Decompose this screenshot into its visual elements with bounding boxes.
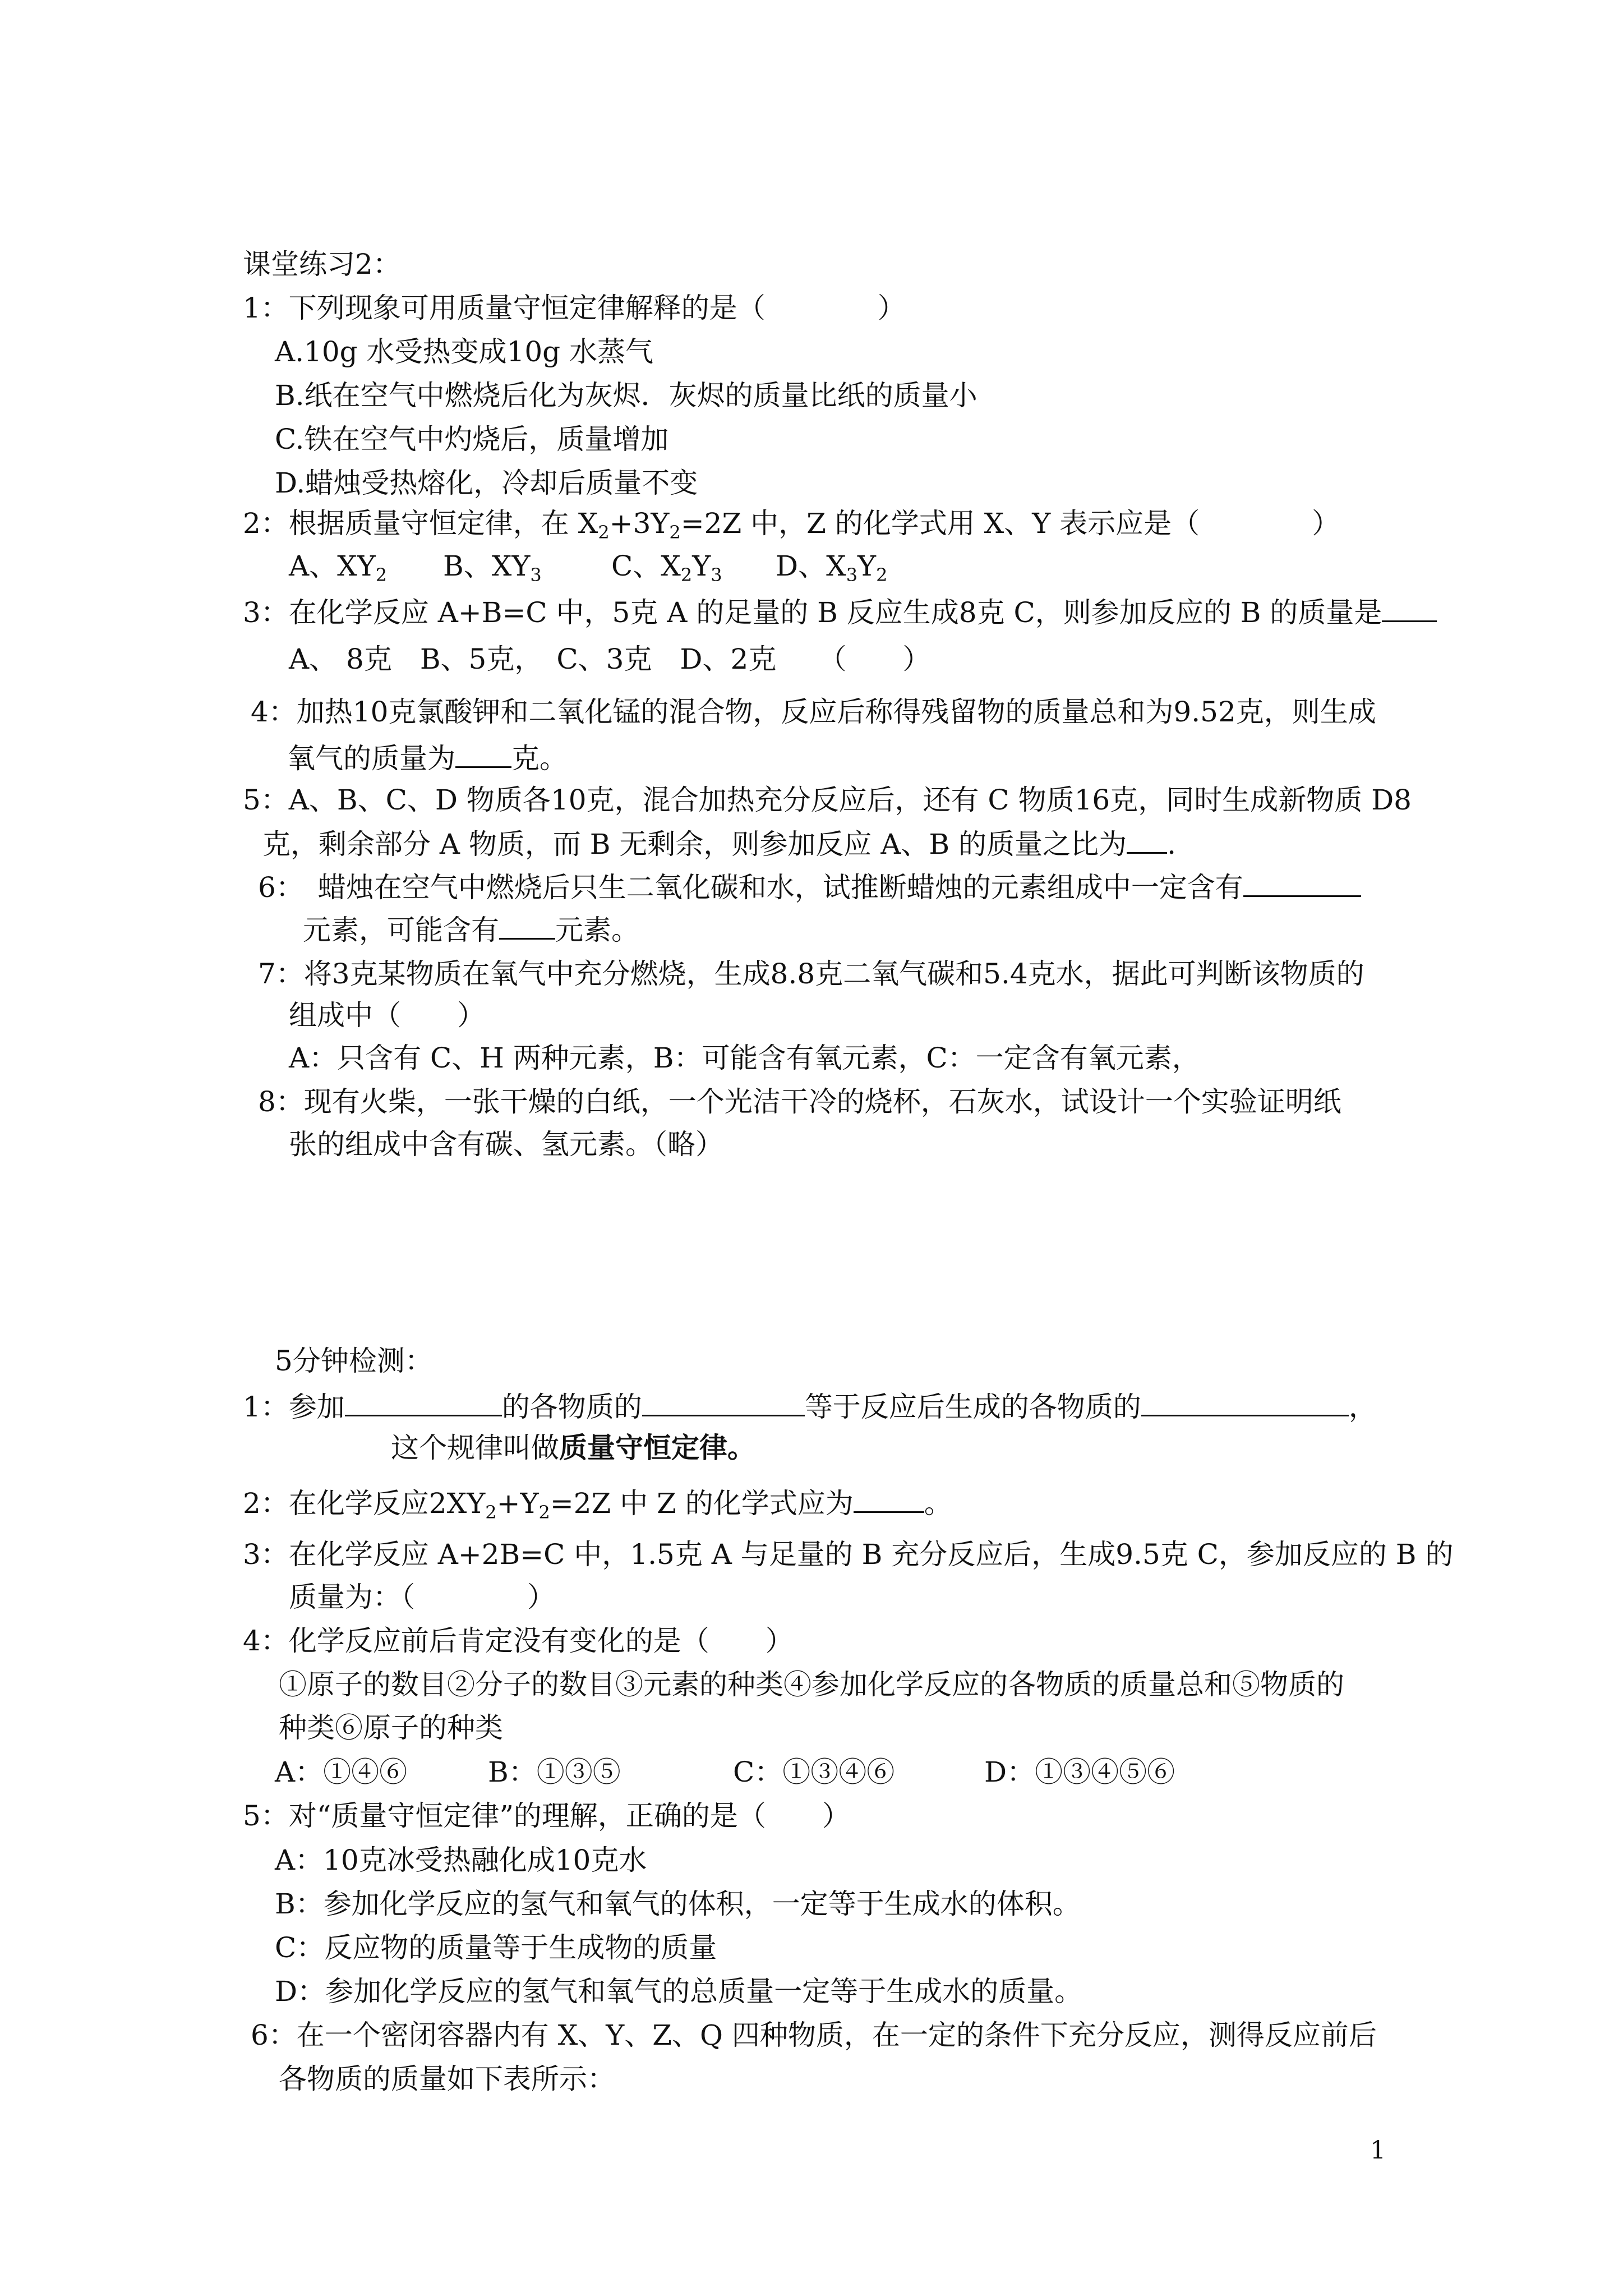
q2-stem-rest: =2Z 中，Z 的化学式用 X、Y 表示应是（ ） [680, 507, 1340, 540]
q6-line1 [258, 866, 1361, 906]
q4-line1: 4：加热10克氯酸钾和二氧化锰的混合物，反应后称得残留物的质量总和为9.52克，则生成 [251, 696, 1376, 728]
s2-q4-line2: ①原子的数目②分子的数目③元素的种类④参加化学反应的各物质的质量总和⑤物质的 [279, 1668, 1344, 1701]
q1-option-d: D.蜡烛受热熔化，冷却后质量不变 [275, 467, 698, 499]
s2-q5-option-c: C：反应物的质量等于生成物的质量 [275, 1931, 717, 1964]
q2-stem-mid: +3Y [609, 507, 670, 540]
subscript: 3 [846, 564, 858, 586]
q1-option-b: B.纸在空气中燃烧后化为灰烬．灰烬的质量比纸的质量小 [275, 379, 978, 412]
s2-q1-part2: 的各物质的 [501, 1391, 642, 1423]
q8-line2: 张的组成中含有碳、氢元素。（略） [289, 1128, 723, 1161]
q6-line1-text: 6： 蜡烛在空气中燃烧后只生二氧化碳和水，试推断蜡烛的元素组成中一定含有 [258, 871, 1243, 904]
s2-q1-part1: 1：参加 [243, 1391, 345, 1423]
q2-option-c: C、X [611, 550, 681, 582]
s2-q2-end: 。 [924, 1487, 952, 1520]
subscript: 2 [876, 564, 888, 586]
s2-q6-line1: 6：在一个密闭容器内有 X、Y、Z、Q 四种物质，在一定的条件下充分反应，测得反应前后 [251, 2019, 1377, 2051]
subscript: 2 [538, 1502, 550, 1523]
s2-q2-pre: 2：在化学反应2XY [243, 1487, 486, 1520]
answer-blank [1141, 1386, 1349, 1416]
s2-q4-option-b: B：①③⑤ [488, 1756, 621, 1788]
s2-q5-option-b: B：参加化学反应的氢气和氧气的体积，一定等于生成水的体积。 [275, 1888, 1081, 1920]
section-title-five-minute-check: 5分钟检测： [275, 1345, 433, 1377]
q6-line2 [303, 909, 639, 949]
s2-q3-line2: 质量为：（ ） [289, 1581, 555, 1613]
s2-q4-option-a: A：①④⑥ [275, 1756, 408, 1788]
subscript: 2 [669, 522, 681, 543]
answer-blank [1243, 866, 1361, 897]
subscript: 2 [598, 522, 610, 543]
s2-q5-option-d: D：参加化学反应的氢气和氧气的总质量一定等于生成水的质量。 [275, 1975, 1083, 2008]
subscript: 3 [711, 564, 722, 586]
q2-options [289, 547, 387, 585]
q2-stem [243, 505, 1340, 542]
subscript: 2 [680, 564, 693, 586]
q4-line2-unit: 克。 [511, 742, 568, 775]
s2-q5-stem: 5：对“质量守恒定律”的理解，正确的是（ ） [243, 1800, 850, 1832]
q4-line2-text: 氧气的质量为 [287, 742, 455, 775]
q3-stem [243, 591, 1437, 631]
s2-q4-stem: 4：化学反应前后肯定没有变化的是（ ） [243, 1625, 794, 1657]
s2-q4-option-d: D：①③④⑤⑥ [984, 1756, 1175, 1788]
subscript: 2 [375, 564, 388, 586]
s2-q1-line2 [391, 1429, 755, 1466]
s2-q4-line3: 种类⑥原子的种类 [279, 1711, 503, 1744]
q2-option-d-y: Y [857, 550, 877, 582]
law-of-conservation-term: 质量守恒定律。 [559, 1431, 755, 1464]
s2-q2 [243, 1482, 952, 1522]
s2-q5-option-a: A：10克冰受热融化成10克水 [275, 1844, 647, 1876]
q2-option-a: A、XY [289, 550, 376, 582]
q8-line1: 8：现有火柴，一张干燥的白纸，一个光洁干冷的烧杯，石灰水，试设计一个实验证明纸 [258, 1085, 1341, 1118]
q3-options: A、 8克 B、5克， C、3克 D、2克 （ ） [289, 643, 931, 675]
q5-line2-end: . [1167, 828, 1176, 861]
q3-stem-text: 3：在化学反应 A+B=C 中，5克 A 的足量的 B 反应生成8克 C，则参加反应的 B 的质量是 [243, 596, 1382, 629]
q5-line1: 5：A、B、C、D 物质各10克，混合加热充分反应后，还有 C 物质16克，同时生成新物质 D8 [243, 784, 1412, 816]
answer-blank [1382, 591, 1437, 622]
q7-line2: 组成中（ ） [289, 999, 485, 1032]
answer-blank [455, 737, 511, 768]
q2-option-b: B、XY [443, 550, 531, 582]
q6-line2-end: 元素。 [555, 914, 639, 946]
q7-line1: 7：将3克某物质在氧气中充分燃烧，生成8.8克二氧气碳和5.4克水，据此可判断该物质的 [258, 958, 1364, 990]
q4-line2 [287, 737, 568, 777]
s2-q2-mid: +Y [496, 1487, 539, 1520]
subscript: 3 [530, 564, 542, 586]
q6-line2-text: 元素，可能含有 [303, 914, 499, 946]
q1-stem: 1：下列现象可用质量守恒定律解释的是（ ） [243, 292, 906, 324]
answer-blank [499, 909, 555, 940]
q2-option-d: D、X [776, 550, 846, 582]
s2-q1-line2-text: 这个规律叫做 [391, 1432, 559, 1464]
answer-blank [854, 1482, 924, 1513]
q1-option-c: C.铁在空气中灼烧后，质量增加 [275, 423, 669, 455]
answer-blank [642, 1386, 805, 1416]
s2-q3-line1: 3：在化学反应 A+2B=C 中，1.5克 A 与足量的 B 充分反应后，生成9.5克 C，参加反应的 B 的 [243, 1538, 1454, 1571]
s2-q1-part3: 等于反应后生成的各物质的 [804, 1391, 1141, 1423]
q5-line2 [262, 823, 1176, 863]
q2-option-c-wrap [611, 547, 722, 585]
q7-line3: A：只含有 C、H 两种元素，B：可能含有氧元素，C：一定含有氧元素， [289, 1042, 1200, 1074]
s2-q4-option-c: C：①③④⑥ [733, 1756, 895, 1788]
s2-q6-line2: 各物质的质量如下表所示： [279, 2063, 615, 2095]
q2-option-c-y: Y [692, 550, 711, 582]
answer-blank [345, 1386, 502, 1416]
subscript: 2 [485, 1502, 497, 1523]
q2-option-d-wrap [776, 547, 887, 585]
page-number: 1 [1370, 2136, 1386, 2165]
q5-line2-text: 克，剩余部分 A 物质，而 B 无剩余，则参加反应 A、B 的质量之比为 [262, 828, 1127, 861]
q1-option-a: A.10g 水受热变成10g 水蒸气 [275, 335, 654, 368]
answer-blank [1127, 823, 1167, 854]
q2-option-b-wrap [443, 547, 542, 585]
q2-stem-prefix: 2：根据质量守恒定律，在 X [243, 507, 598, 540]
s2-q1-line1 [243, 1386, 1377, 1425]
s2-q2-post: =2Z 中 Z 的化学式应为 [550, 1487, 854, 1520]
s2-q1-part4: ， [1348, 1391, 1377, 1423]
section-title-classroom-practice: 课堂练习2： [243, 248, 401, 280]
